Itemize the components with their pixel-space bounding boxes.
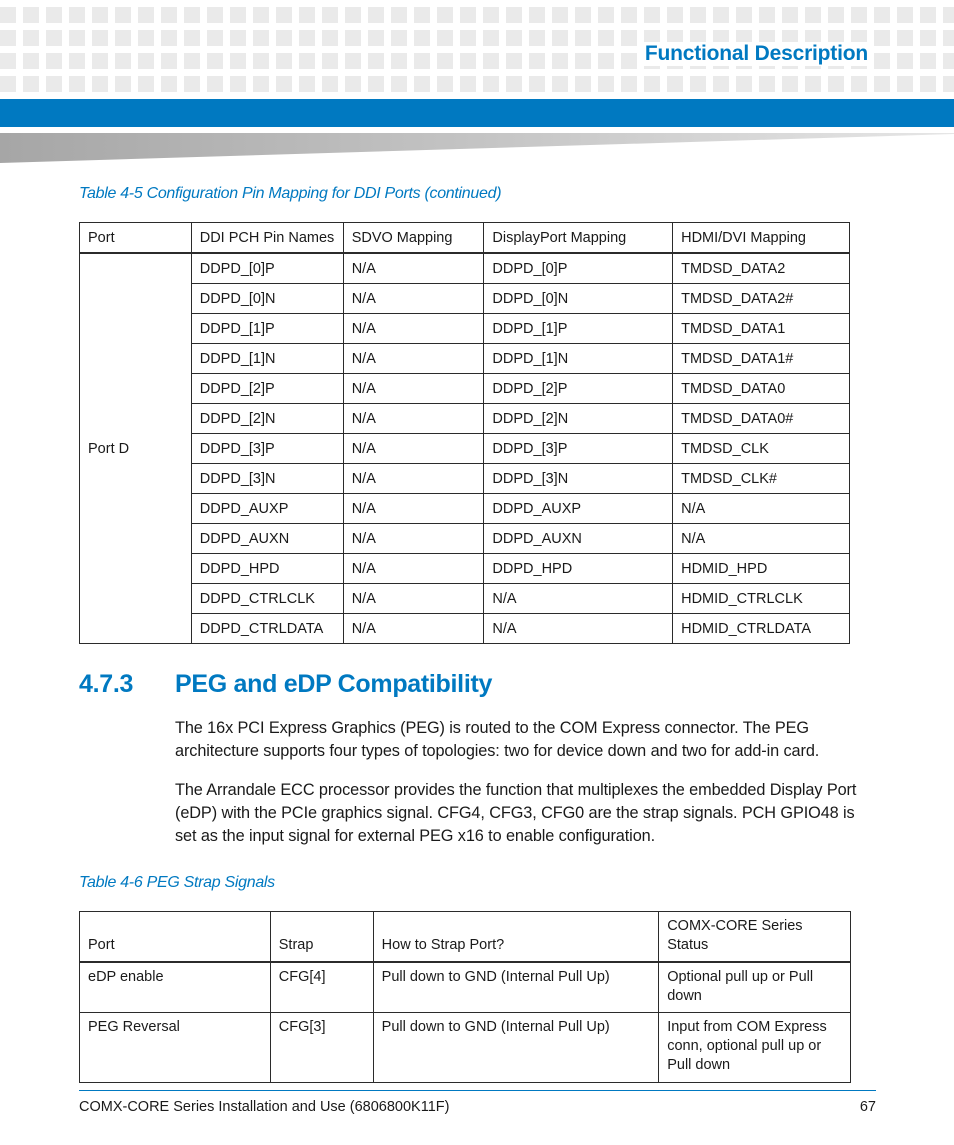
header-blue-bar: [0, 99, 954, 127]
table-cell: DDPD_HPD: [484, 554, 673, 584]
table-cell: N/A: [484, 614, 673, 644]
table-cell: N/A: [343, 253, 484, 284]
table-cell: N/A: [343, 494, 484, 524]
table-row: [80, 404, 850, 434]
table-cell: HDMID_HPD: [673, 554, 850, 584]
table-row: [80, 284, 850, 314]
table-cell: Optional pull up or Pull down: [659, 962, 851, 1013]
table-cell: TMDSD_DATA2: [673, 253, 850, 284]
table-cell: DDPD_[0]P: [484, 253, 673, 284]
table-cell: DDPD_AUXP: [484, 494, 673, 524]
table-cell: DDPD_[1]P: [484, 314, 673, 344]
table-cell: N/A: [343, 524, 484, 554]
section-title: PEG and eDP Compatibility: [175, 670, 493, 698]
paragraph: The 16x PCI Express Graphics (PEG) is routed to the COM Express connector. The PEG architecture supports four types of topologies: two for device down and two for add-in card.: [175, 719, 820, 760]
table-cell: Pull down to GND (Internal Pull Up): [373, 1013, 659, 1083]
table-cell: N/A: [343, 374, 484, 404]
column-header: SDVO Mapping: [343, 223, 484, 254]
table-cell: DDPD_[2]P: [191, 374, 343, 404]
table-cell: DDPD_[3]N: [484, 464, 673, 494]
table-cell: HDMID_CTRLDATA: [673, 614, 850, 644]
table2-caption: Table 4-6 PEG Strap Signals: [79, 874, 275, 891]
table-cell: PEG Reversal: [80, 1013, 271, 1083]
table-cell: N/A: [343, 314, 484, 344]
table-row: [80, 374, 850, 404]
table-cell: DDPD_[2]N: [484, 404, 673, 434]
table-cell: DDPD_[3]P: [191, 434, 343, 464]
table-header-row: [80, 223, 850, 254]
table-cell: TMDSD_DATA0#: [673, 404, 850, 434]
table-cell: DDPD_[0]N: [191, 284, 343, 314]
table-cell: Pull down to GND (Internal Pull Up): [373, 962, 659, 1013]
table-cell: DDPD_AUXN: [484, 524, 673, 554]
table-row: [80, 584, 850, 614]
table-row: [80, 434, 850, 464]
column-header: Port: [80, 912, 271, 963]
table-cell: DDPD_[3]P: [484, 434, 673, 464]
table-cell: N/A: [343, 434, 484, 464]
table-cell: HDMID_CTRLCLK: [673, 584, 850, 614]
table-cell: TMDSD_CLK: [673, 434, 850, 464]
table-cell: DDPD_AUXN: [191, 524, 343, 554]
column-header: Port: [80, 223, 192, 254]
table-row: [80, 253, 850, 284]
table-cell: Input from COM Express conn, optional pull up or Pull down: [659, 1013, 851, 1083]
table-cell: N/A: [343, 284, 484, 314]
table-cell: TMDSD_DATA2#: [673, 284, 850, 314]
table-cell: TMDSD_CLK#: [673, 464, 850, 494]
footer-rule: [79, 1090, 876, 1091]
peg-strap-table: [79, 911, 851, 1083]
table-cell: DDPD_[2]P: [484, 374, 673, 404]
table-cell: N/A: [673, 524, 850, 554]
table-row: [80, 464, 850, 494]
table-cell: N/A: [343, 344, 484, 374]
table-cell: TMDSD_DATA0: [673, 374, 850, 404]
port-cell: Port D: [80, 253, 192, 644]
table-cell: DDPD_[2]N: [191, 404, 343, 434]
table-row: [80, 614, 850, 644]
table-cell: N/A: [343, 584, 484, 614]
column-header: DisplayPort Mapping: [484, 223, 673, 254]
table-row: [80, 554, 850, 584]
column-header: Strap: [270, 912, 373, 963]
section-number: 4.7.3: [79, 670, 134, 698]
table-row: [80, 314, 850, 344]
column-header: HDMI/DVI Mapping: [673, 223, 850, 254]
table-cell: DDPD_[3]N: [191, 464, 343, 494]
table-cell: DDPD_[1]N: [191, 344, 343, 374]
table-header-row: [80, 912, 851, 963]
table-cell: N/A: [343, 464, 484, 494]
page-number: 67: [859, 1099, 876, 1115]
table-cell: DDPD_HPD: [191, 554, 343, 584]
table-cell: DDPD_[0]N: [484, 284, 673, 314]
ddi-mapping-table: [79, 222, 850, 644]
table-cell: DDPD_[1]N: [484, 344, 673, 374]
table-cell: DDPD_CTRLDATA: [191, 614, 343, 644]
table-cell: DDPD_[1]P: [191, 314, 343, 344]
table-cell: N/A: [484, 584, 673, 614]
table-row: [80, 494, 850, 524]
table-cell: N/A: [673, 494, 850, 524]
footer-document-title: COMX-CORE Series Installation and Use (6806800K11F): [79, 1099, 450, 1115]
table-cell: N/A: [343, 554, 484, 584]
table1-caption: Table 4-5 Configuration Pin Mapping for DDI Ports (continued): [79, 185, 502, 202]
table-cell: DDPD_[0]P: [191, 253, 343, 284]
table-row: [80, 962, 851, 1013]
column-header: DDI PCH Pin Names: [191, 223, 343, 254]
table-cell: TMDSD_DATA1: [673, 314, 850, 344]
table-cell: N/A: [343, 404, 484, 434]
table-row: [80, 1013, 851, 1083]
paragraph: The Arrandale ECC processor provides the function that multiplexes the embedded Display Port (eDP) with the PCIe graphics signal. CFG4, CFG3, CFG0 are the strap signals. PCH GPIO48 is set as the input signal for external PEG x16 to enable configuration.: [175, 781, 857, 845]
table-cell: CFG[3]: [270, 1013, 373, 1083]
chapter-title: Functional Description: [641, 42, 872, 66]
table-cell: DDPD_CTRLCLK: [191, 584, 343, 614]
table-cell: N/A: [343, 614, 484, 644]
column-header: COMX-CORE Series Status: [659, 912, 851, 963]
header-grey-wedge: [0, 130, 954, 164]
section-heading: [79, 670, 492, 699]
table-cell: DDPD_AUXP: [191, 494, 343, 524]
column-header: How to Strap Port?: [373, 912, 659, 963]
table-row: [80, 344, 850, 374]
table-row: [80, 524, 850, 554]
table-cell: eDP enable: [80, 962, 271, 1013]
table-cell: CFG[4]: [270, 962, 373, 1013]
table-cell: TMDSD_DATA1#: [673, 344, 850, 374]
